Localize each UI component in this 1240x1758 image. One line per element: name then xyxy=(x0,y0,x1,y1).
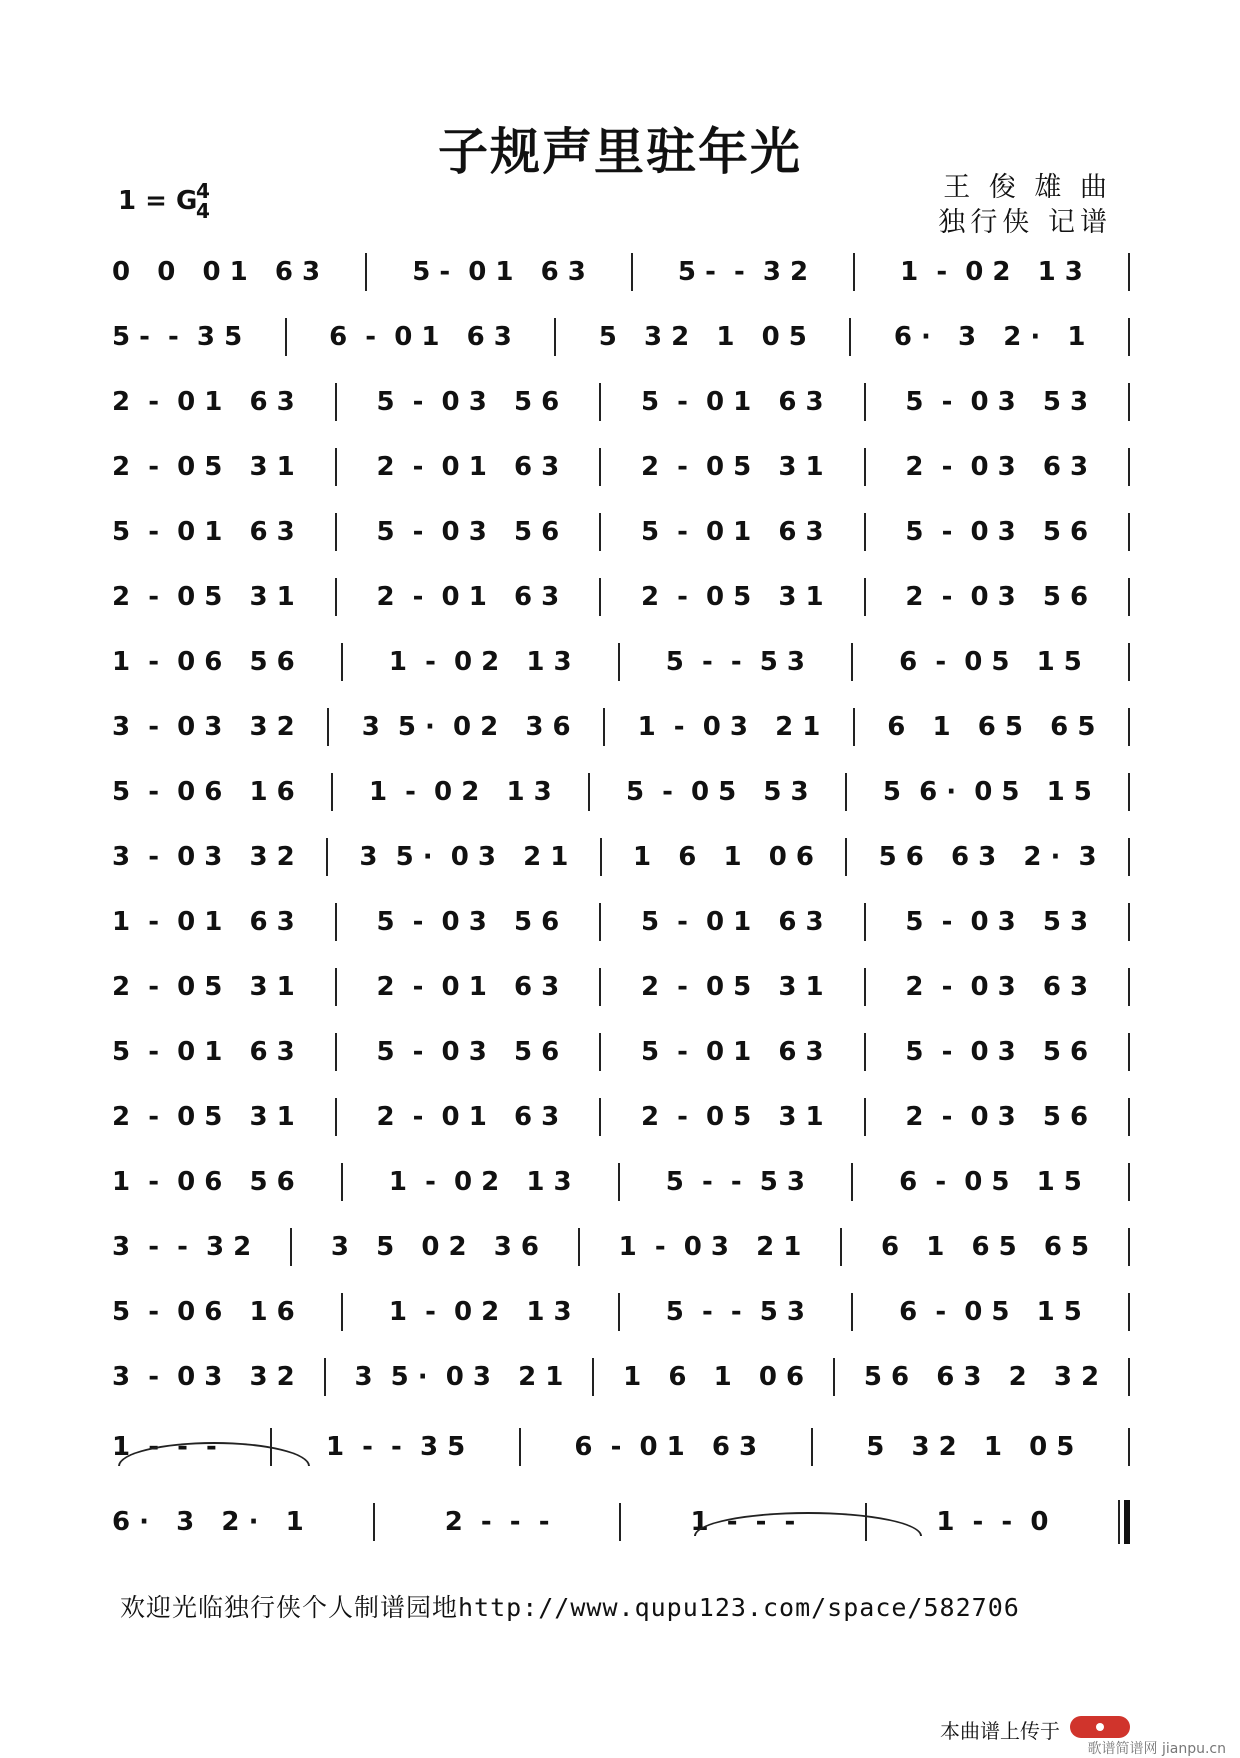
score-row xyxy=(112,250,1130,294)
barline xyxy=(864,1098,866,1136)
barline xyxy=(864,903,866,941)
barline xyxy=(631,253,633,291)
measure: 5 - 0 6 1 6 xyxy=(112,1297,295,1327)
barline xyxy=(864,383,866,421)
barline xyxy=(599,1033,601,1071)
barline xyxy=(811,1428,813,1466)
measure: 5 - 0 1 6 3 xyxy=(412,257,586,287)
score-row xyxy=(112,1355,1130,1399)
measure: 2 - 0 5 3 1 xyxy=(112,1102,295,1132)
score-row xyxy=(112,380,1130,424)
measure: 2 - 0 5 3 1 xyxy=(640,1102,824,1132)
barline xyxy=(618,643,620,681)
barline xyxy=(864,968,866,1006)
barline xyxy=(588,773,590,811)
barline xyxy=(840,1228,842,1266)
measure: 5 - 0 1 6 3 xyxy=(640,517,824,547)
barline xyxy=(554,318,556,356)
measure: 2 - 0 3 6 3 xyxy=(905,972,1089,1002)
barline xyxy=(1128,318,1130,356)
barline xyxy=(335,1033,337,1071)
measure: 5 - 0 3 5 6 xyxy=(376,907,560,937)
barline xyxy=(326,838,328,876)
measure: 2 - 0 5 3 1 xyxy=(112,582,295,612)
measure: 1 - 0 2 1 3 xyxy=(388,647,572,677)
measure: 5 6 6 3 2 · 3 xyxy=(878,842,1097,872)
time-signature-bottom: 4 xyxy=(196,199,210,223)
barline xyxy=(1128,1163,1130,1201)
score-row xyxy=(112,445,1130,489)
barline xyxy=(853,253,855,291)
measure: 6 - 0 5 1 5 xyxy=(899,1167,1082,1197)
barline xyxy=(1128,968,1130,1006)
measure: 5 - - 3 2 xyxy=(677,257,809,287)
score-row xyxy=(112,640,1130,684)
barline xyxy=(592,1358,594,1396)
measure: 2 - 0 3 6 3 xyxy=(905,452,1089,482)
barline xyxy=(578,1228,580,1266)
barline xyxy=(599,448,601,486)
measure: 6 - 0 5 1 5 xyxy=(899,1297,1082,1327)
barline xyxy=(327,708,329,746)
measure: 3 5 · 0 2 3 6 xyxy=(361,712,571,742)
measure: 5 - 0 3 5 6 xyxy=(376,387,560,417)
score-row xyxy=(112,770,1130,814)
measure: 1 - 0 2 1 3 xyxy=(388,1167,572,1197)
upload-note: 本曲谱上传于 xyxy=(940,1719,1060,1743)
measure: 6 · 3 2 · 1 xyxy=(112,1507,304,1537)
score-row xyxy=(112,1225,1130,1269)
barline xyxy=(599,1098,601,1136)
score-row xyxy=(112,900,1130,944)
measure: 0 0 0 1 6 3 xyxy=(112,257,321,287)
barline xyxy=(1128,1098,1130,1136)
barline xyxy=(864,448,866,486)
measure: 5 - - 3 5 xyxy=(112,322,243,352)
measure: 5 - - 5 3 xyxy=(665,1297,805,1327)
measure: 5 - 0 1 6 3 xyxy=(112,517,295,547)
barline xyxy=(1128,253,1130,291)
measure: 5 - 0 1 6 3 xyxy=(640,387,824,417)
barline xyxy=(864,513,866,551)
barline xyxy=(1128,708,1130,746)
barline xyxy=(845,773,847,811)
measure: 2 - 0 5 3 1 xyxy=(640,452,824,482)
measure: 5 - 0 5 5 3 xyxy=(625,777,809,807)
barline xyxy=(1128,903,1130,941)
measure: 1 - 0 2 1 3 xyxy=(388,1297,572,1327)
composer-credit: 王 俊 雄 曲 xyxy=(943,172,1112,203)
barline xyxy=(851,1163,853,1201)
score-row xyxy=(112,1500,1130,1544)
score-row xyxy=(112,1030,1130,1074)
measure: 1 - 0 3 2 1 xyxy=(618,1232,802,1262)
barline xyxy=(1128,383,1130,421)
measure: 1 - - 0 xyxy=(936,1507,1049,1537)
score-row xyxy=(112,835,1130,879)
barline xyxy=(335,578,337,616)
measure: 5 6 6 3 2 3 2 xyxy=(863,1362,1100,1392)
measure: 6 - 0 5 1 5 xyxy=(899,647,1082,677)
measure: 1 - 0 1 6 3 xyxy=(112,907,295,937)
score-row xyxy=(112,705,1130,749)
brand-logo-icon xyxy=(1070,1716,1130,1738)
measure: 3 - 0 3 3 2 xyxy=(112,842,295,872)
measure: 3 5 · 0 3 2 1 xyxy=(359,842,569,872)
measure: 2 - 0 5 3 1 xyxy=(112,972,295,1002)
barline xyxy=(1128,643,1130,681)
barline xyxy=(285,318,287,356)
measure: 5 - 0 1 6 3 xyxy=(640,907,824,937)
measure: 5 - 0 3 5 3 xyxy=(905,907,1089,937)
measure: 1 - 0 6 5 6 xyxy=(112,647,295,677)
measure: 2 - 0 5 3 1 xyxy=(640,582,824,612)
barline xyxy=(1128,838,1130,876)
measure: 5 - 0 3 5 6 xyxy=(905,517,1089,547)
measure: 6 1 6 5 6 5 xyxy=(881,1232,1090,1262)
measure: 5 6 · 0 5 1 5 xyxy=(882,777,1092,807)
measure: 6 - 0 1 6 3 xyxy=(574,1432,758,1462)
measure: 1 - 0 3 2 1 xyxy=(637,712,821,742)
measure: 1 6 1 0 6 xyxy=(632,842,814,872)
barline xyxy=(853,708,855,746)
measure: 5 - 0 3 5 3 xyxy=(905,387,1089,417)
measure: 5 - 0 1 6 3 xyxy=(640,1037,824,1067)
barline xyxy=(1118,1500,1130,1544)
barline xyxy=(335,383,337,421)
measure: 5 - 0 1 6 3 xyxy=(112,1037,295,1067)
measure: 1 - 0 6 5 6 xyxy=(112,1167,295,1197)
measure: 1 - 0 2 1 3 xyxy=(368,777,552,807)
measure: 2 - 0 5 3 1 xyxy=(112,452,295,482)
measure: 2 - 0 3 5 6 xyxy=(905,582,1089,612)
barline xyxy=(335,448,337,486)
barline xyxy=(1128,773,1130,811)
score-row xyxy=(112,1290,1130,1334)
measure: 2 - 0 3 5 6 xyxy=(905,1102,1089,1132)
measure: 5 - 0 6 1 6 xyxy=(112,777,295,807)
measure: 5 3 2 1 0 5 xyxy=(866,1432,1075,1462)
barline xyxy=(1128,1033,1130,1071)
footer-welcome: 欢迎光临独行侠个人制谱园地http://www.qupu123.com/space/582706 xyxy=(120,1593,1020,1622)
barline xyxy=(599,383,601,421)
measure: 3 5 0 2 3 6 xyxy=(330,1232,539,1262)
barline xyxy=(618,1293,620,1331)
barline xyxy=(1128,1428,1130,1466)
measure: 6 1 6 5 6 5 xyxy=(887,712,1096,742)
barline xyxy=(599,513,601,551)
barline xyxy=(1128,1228,1130,1266)
measure: 2 - 0 5 3 1 xyxy=(640,972,824,1002)
score-row xyxy=(112,510,1130,554)
barline xyxy=(335,903,337,941)
measure: 2 - 0 1 6 3 xyxy=(112,387,295,417)
time-signature-top: 4 xyxy=(196,179,210,203)
barline xyxy=(341,643,343,681)
score-row xyxy=(112,1095,1130,1139)
measure: 3 - - 3 2 xyxy=(112,1232,252,1262)
barline xyxy=(335,513,337,551)
measure: 1 - - 3 5 xyxy=(325,1432,466,1462)
barline xyxy=(845,838,847,876)
barline xyxy=(849,318,851,356)
barline xyxy=(600,838,602,876)
barline xyxy=(1128,1358,1130,1396)
barline xyxy=(331,773,333,811)
barline xyxy=(599,903,601,941)
measure: 5 - - 5 3 xyxy=(665,1167,805,1197)
barline xyxy=(1128,578,1130,616)
transcriber-credit: 独行侠 记谱 xyxy=(938,207,1112,238)
barline xyxy=(864,1033,866,1071)
score-row xyxy=(112,575,1130,619)
measure: 1 6 1 0 6 xyxy=(623,1362,805,1392)
barline xyxy=(1128,1293,1130,1331)
barline xyxy=(618,1163,620,1201)
score-row xyxy=(112,965,1130,1009)
score-row xyxy=(112,1160,1130,1204)
page-title: 子规声里驻年光 xyxy=(438,122,802,181)
measure: 5 - - 5 3 xyxy=(665,647,805,677)
measure: 6 · 3 2 · 1 xyxy=(893,322,1086,352)
barline xyxy=(365,253,367,291)
measure: 2 - - - xyxy=(444,1507,550,1537)
barline xyxy=(341,1293,343,1331)
measure: 2 - 0 1 6 3 xyxy=(376,582,560,612)
barline xyxy=(335,1098,337,1136)
measure: 1 - 0 2 1 3 xyxy=(900,257,1083,287)
measure: 3 5 · 0 3 2 1 xyxy=(354,1362,564,1392)
barline xyxy=(1128,513,1130,551)
measure: 3 - 0 3 3 2 xyxy=(112,712,295,742)
measure: 5 - 0 3 5 6 xyxy=(376,1037,560,1067)
barline xyxy=(619,1503,621,1541)
barline xyxy=(324,1358,326,1396)
measure: 1 - - - xyxy=(690,1507,796,1537)
barline xyxy=(341,1163,343,1201)
time-signature xyxy=(196,181,210,221)
measure: 1 - - - xyxy=(112,1432,217,1462)
measure: 5 - 0 3 5 6 xyxy=(376,517,560,547)
measure: 2 - 0 1 6 3 xyxy=(376,452,560,482)
barline xyxy=(851,1293,853,1331)
site-watermark: 歌谱简谱网 jianpu.cn xyxy=(1087,1741,1226,1757)
measure: 3 - 0 3 3 2 xyxy=(112,1362,295,1392)
score-row xyxy=(112,315,1130,359)
barline xyxy=(335,968,337,1006)
barline xyxy=(599,578,601,616)
measure: 2 - 0 1 6 3 xyxy=(376,972,560,1002)
measure: 2 - 0 1 6 3 xyxy=(376,1102,560,1132)
measure: 6 - 0 1 6 3 xyxy=(329,322,512,352)
barline xyxy=(603,708,605,746)
measure: 5 - 0 3 5 6 xyxy=(905,1037,1089,1067)
barline xyxy=(290,1228,292,1266)
barline xyxy=(519,1428,521,1466)
brand-dot xyxy=(1096,1723,1104,1731)
barline xyxy=(833,1358,835,1396)
barline xyxy=(599,968,601,1006)
measure: 5 3 2 1 0 5 xyxy=(598,322,807,352)
barline xyxy=(373,1503,375,1541)
key-signature: 1 = G xyxy=(118,186,198,216)
barline xyxy=(864,578,866,616)
barline xyxy=(851,643,853,681)
barline xyxy=(1128,448,1130,486)
